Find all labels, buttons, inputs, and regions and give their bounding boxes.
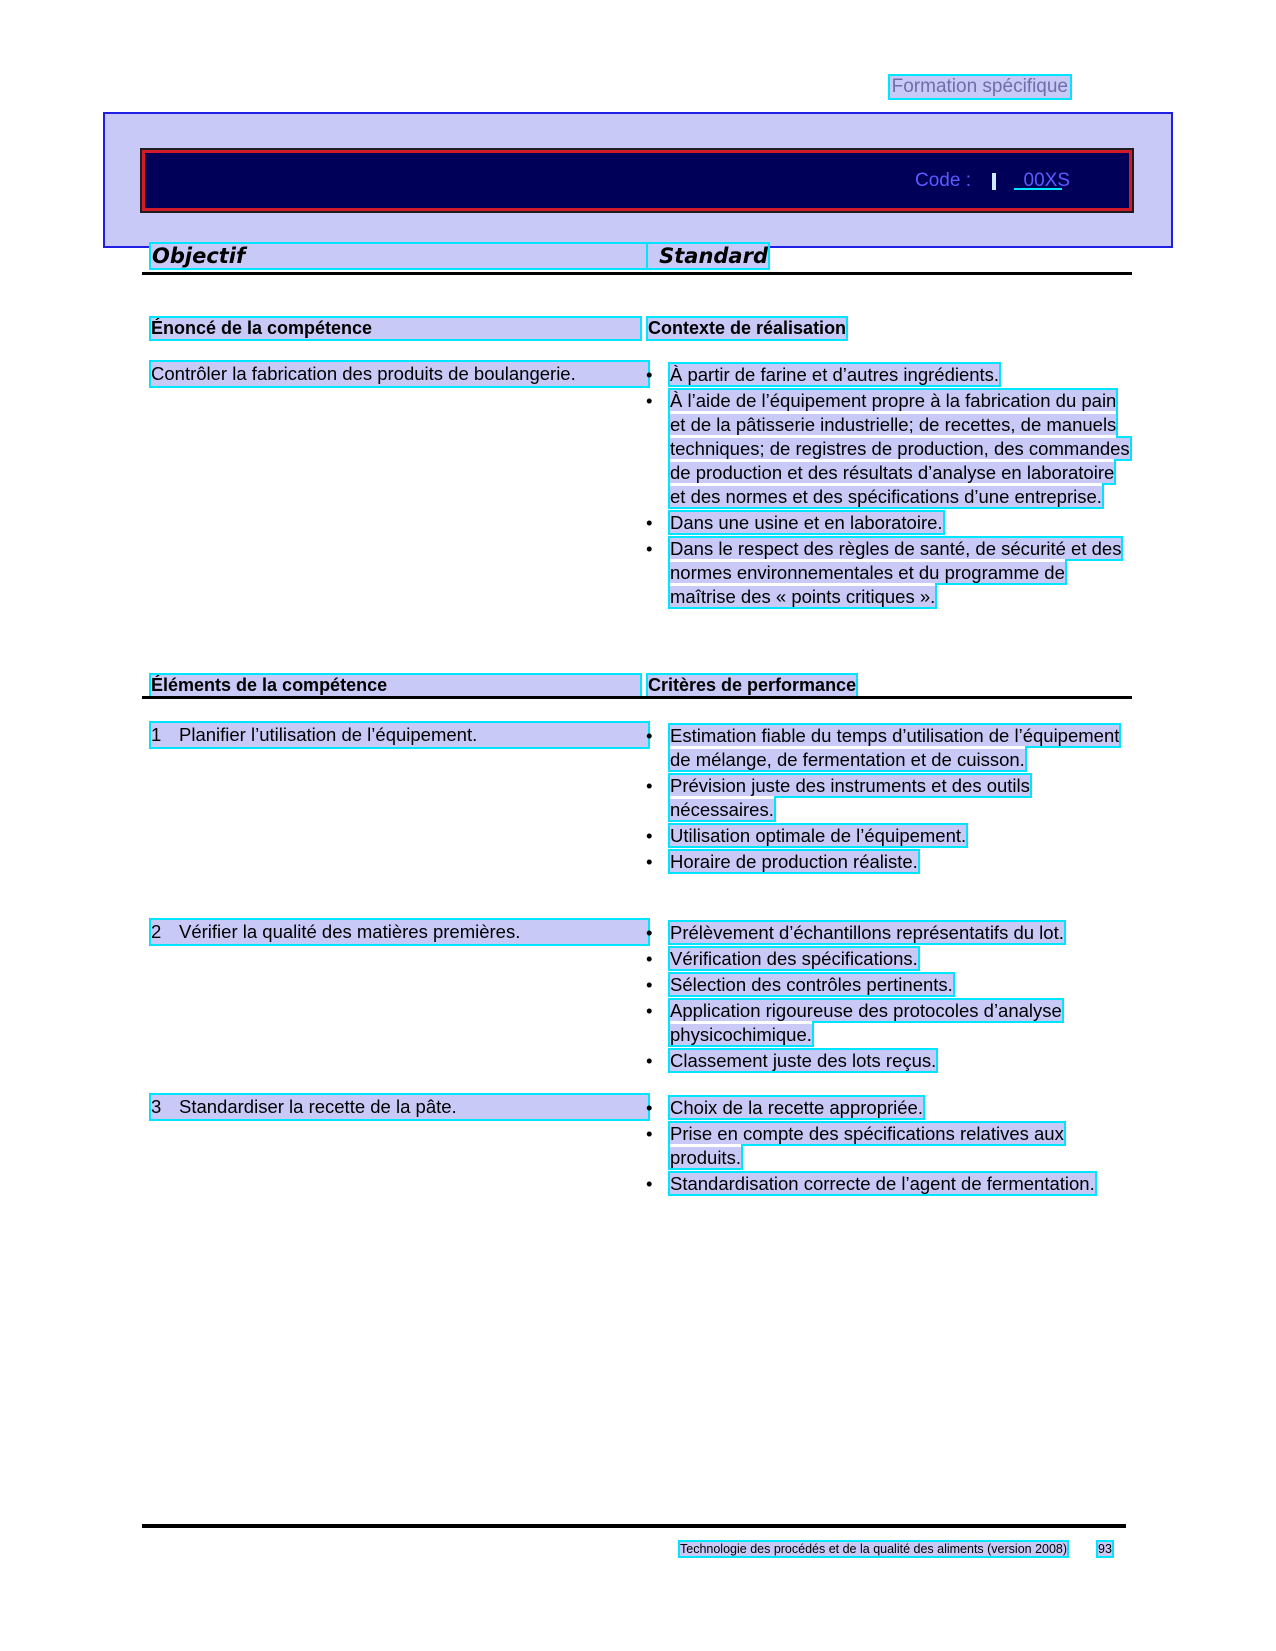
criterion-text: Standardisation correcte de l’agent de fermentation. bbox=[670, 1173, 1095, 1194]
criterion-text: Prévision juste des instruments et des outils nécessaires. bbox=[670, 775, 1030, 820]
code-label-text: Code : bbox=[915, 170, 971, 191]
criterion-text: Application rigoureuse des protocoles d’analyse physicochimique. bbox=[670, 1000, 1062, 1045]
element-number: 3 bbox=[151, 1096, 162, 1117]
criterion-text: Sélection des contrôles pertinents. bbox=[670, 974, 953, 995]
header-note: Formation spécifique bbox=[891, 76, 1068, 97]
criterion-item bbox=[646, 724, 1132, 772]
criterion-item bbox=[646, 824, 1132, 848]
criterion-text: Choix de la recette appropriée. bbox=[670, 1097, 923, 1118]
element-row bbox=[151, 1095, 648, 1119]
criteria-heading: Critères de performance bbox=[648, 675, 857, 695]
criterion-item bbox=[646, 973, 1132, 997]
criterion-text: Estimation fiable du temps d’utilisation de l’équipement de mélange, de fermentation et de cuisson. bbox=[670, 725, 1120, 770]
criterion-item bbox=[646, 921, 1132, 945]
context-item-text: À l’aide de l’équipement propre à la fabrication du pain et de la pâtisserie industrielle; de recettes, de manuels techniques; de registres de production, des commandes de production et des résultats d’analyse en laboratoire et des normes et des spécifications d’une entreprise. bbox=[670, 390, 1130, 507]
statement-text: Contrôler la fabrication des produits de boulangerie. bbox=[151, 362, 648, 386]
column-heading-objectif: Objectif bbox=[151, 244, 649, 268]
code-separator bbox=[992, 173, 996, 190]
criterion-item bbox=[646, 1122, 1132, 1170]
column-heading-standard: Standard bbox=[648, 244, 768, 268]
context-item bbox=[646, 363, 1132, 387]
element-number: 2 bbox=[151, 921, 162, 942]
context-item-text: Dans une usine et en laboratoire. bbox=[670, 512, 943, 533]
criterion-text: Vérification des spécifications. bbox=[670, 948, 918, 969]
criterion-item bbox=[646, 1049, 1132, 1073]
context-list bbox=[646, 363, 1132, 609]
criterion-item bbox=[646, 1096, 1132, 1120]
context-heading: Contexte de réalisation bbox=[648, 318, 847, 338]
element-text: Standardiser la recette de la pâte. bbox=[179, 1096, 457, 1117]
element-row bbox=[151, 723, 648, 747]
element-text: Vérifier la qualité des matières premières. bbox=[179, 921, 521, 942]
criterion-item bbox=[646, 1172, 1132, 1196]
criterion-item bbox=[646, 850, 1132, 874]
element-row bbox=[151, 920, 648, 944]
element-text: Planifier l’utilisation de l’équipement. bbox=[179, 724, 478, 745]
footer-text: Technologie des procédés et de la qualité des aliments (version 2008) bbox=[680, 1542, 1068, 1556]
footer-rule bbox=[142, 1524, 1126, 1528]
criterion-text: Prise en compte des spécifications relatives aux produits. bbox=[670, 1123, 1064, 1168]
code-label bbox=[915, 170, 971, 192]
code-bar bbox=[142, 150, 1132, 211]
code-value: 00XS bbox=[1023, 170, 1070, 191]
heading-rule bbox=[142, 272, 1132, 275]
context-item-text: Dans le respect des règles de santé, de sécurité et des normes environnementales et du programme de maîtrise des « points critiques ». bbox=[670, 538, 1122, 607]
context-item bbox=[646, 511, 1132, 535]
context-item-text: À partir de farine et d’autres ingrédients. bbox=[670, 364, 1000, 385]
criteria-list bbox=[646, 724, 1132, 874]
criteria-list bbox=[646, 1096, 1132, 1196]
context-item bbox=[646, 537, 1132, 609]
criterion-text: Utilisation optimale de l’équipement. bbox=[670, 825, 967, 846]
elements-heading: Éléments de la compétence bbox=[151, 675, 640, 696]
statement-heading: Énoncé de la compétence bbox=[151, 318, 640, 339]
criterion-text: Horaire de production réaliste. bbox=[670, 851, 918, 872]
section-rule bbox=[142, 696, 1132, 699]
context-item bbox=[646, 389, 1132, 509]
page-number: 93 bbox=[1098, 1542, 1112, 1556]
criterion-text: Classement juste des lots reçus. bbox=[670, 1050, 937, 1071]
element-number: 1 bbox=[151, 724, 162, 745]
criterion-text: Prélèvement d’échantillons représentatifs du lot. bbox=[670, 922, 1064, 943]
criterion-item bbox=[646, 774, 1132, 822]
criteria-list bbox=[646, 921, 1132, 1073]
criterion-item bbox=[646, 999, 1132, 1047]
criterion-item bbox=[646, 947, 1132, 971]
